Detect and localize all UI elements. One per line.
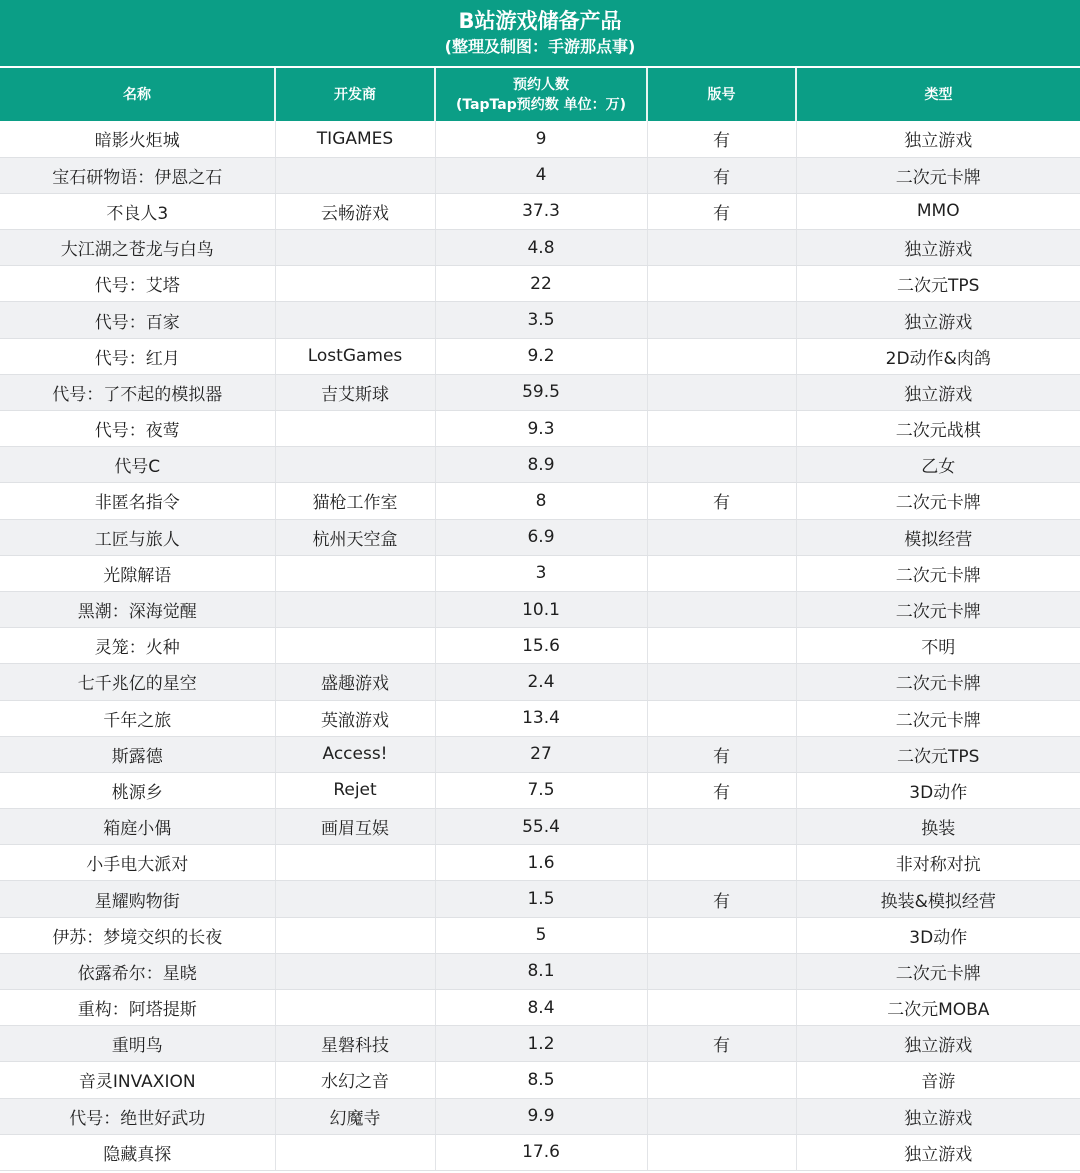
cell-name: 代号：艾塔	[0, 266, 275, 302]
cell-reservations: 10.1	[435, 591, 647, 627]
table-row	[0, 121, 1080, 157]
cell-genre: 二次元卡牌	[796, 157, 1080, 193]
cell-reservations: 22	[435, 266, 647, 302]
cell-reservations: 4.8	[435, 230, 647, 266]
table-row	[0, 845, 1080, 881]
cell-reservations: 8.9	[435, 447, 647, 483]
cell-developer: 猫枪工作室	[275, 483, 435, 519]
cell-developer	[275, 628, 435, 664]
table-row	[0, 664, 1080, 700]
cell-reservations: 8.1	[435, 953, 647, 989]
column-header-reservations-sublabel: (TapTap预约数 单位：万)	[455, 96, 627, 113]
cell-developer: 杭州天空盒	[275, 519, 435, 555]
cell-genre: 换装&模拟经营	[796, 881, 1080, 917]
cell-reservations: 9	[435, 121, 647, 157]
table-row	[0, 809, 1080, 845]
column-header-developer: 开发商	[275, 68, 435, 121]
table-row	[0, 266, 1080, 302]
cell-license	[647, 555, 796, 591]
cell-genre: 二次元TPS	[796, 266, 1080, 302]
cell-name: 重明鸟	[0, 1026, 275, 1062]
cell-name: 伊苏：梦境交织的长夜	[0, 917, 275, 953]
games-table	[0, 68, 1080, 1171]
cell-license	[647, 1098, 796, 1134]
cell-genre: 二次元卡牌	[796, 700, 1080, 736]
cell-genre: 乙女	[796, 447, 1080, 483]
cell-name: 重构：阿塔提斯	[0, 990, 275, 1026]
cell-license: 有	[647, 772, 796, 808]
page-subtitle: (整理及制图：手游那点事)	[444, 37, 636, 56]
cell-name: 光隙解语	[0, 555, 275, 591]
cell-genre: 二次元TPS	[796, 736, 1080, 772]
cell-developer	[275, 953, 435, 989]
cell-name: 灵笼：火种	[0, 628, 275, 664]
cell-developer: 盛趣游戏	[275, 664, 435, 700]
cell-reservations: 13.4	[435, 700, 647, 736]
cell-developer	[275, 881, 435, 917]
cell-genre: 非对称对抗	[796, 845, 1080, 881]
cell-name: 宝石研物语：伊恩之石	[0, 157, 275, 193]
cell-genre: 音游	[796, 1062, 1080, 1098]
column-header-genre: 类型	[796, 68, 1080, 121]
table-row	[0, 555, 1080, 591]
cell-developer	[275, 1134, 435, 1170]
cell-reservations: 4	[435, 157, 647, 193]
table-row	[0, 447, 1080, 483]
table-row	[0, 483, 1080, 519]
cell-reservations: 8	[435, 483, 647, 519]
table-row	[0, 990, 1080, 1026]
table-row	[0, 302, 1080, 338]
column-header-name: 名称	[0, 68, 275, 121]
cell-reservations: 7.5	[435, 772, 647, 808]
cell-developer	[275, 555, 435, 591]
cell-genre: 二次元卡牌	[796, 953, 1080, 989]
cell-genre: 独立游戏	[796, 230, 1080, 266]
cell-developer	[275, 591, 435, 627]
page-title: B站游戏储备产品	[458, 9, 622, 33]
table-row	[0, 230, 1080, 266]
table-row	[0, 700, 1080, 736]
table-header-row	[0, 68, 1080, 121]
cell-reservations: 1.2	[435, 1026, 647, 1062]
table-banner	[0, 0, 1080, 68]
cell-name: 工匠与旅人	[0, 519, 275, 555]
table-row	[0, 1098, 1080, 1134]
cell-license	[647, 664, 796, 700]
cell-name: 代号：红月	[0, 338, 275, 374]
table-row	[0, 953, 1080, 989]
table-row	[0, 736, 1080, 772]
cell-reservations: 9.9	[435, 1098, 647, 1134]
table-row	[0, 1134, 1080, 1170]
cell-developer: 幻魔寺	[275, 1098, 435, 1134]
table-row	[0, 772, 1080, 808]
cell-genre: 二次元卡牌	[796, 664, 1080, 700]
cell-license: 有	[647, 736, 796, 772]
cell-developer	[275, 157, 435, 193]
cell-developer: 画眉互娱	[275, 809, 435, 845]
cell-reservations: 2.4	[435, 664, 647, 700]
cell-genre: 3D动作	[796, 772, 1080, 808]
table-row	[0, 881, 1080, 917]
cell-reservations: 1.6	[435, 845, 647, 881]
cell-genre: 二次元卡牌	[796, 483, 1080, 519]
cell-reservations: 55.4	[435, 809, 647, 845]
column-header-reservations-label: 预约人数	[513, 76, 569, 93]
cell-genre: 二次元MOBA	[796, 990, 1080, 1026]
cell-genre: 3D动作	[796, 917, 1080, 953]
cell-name: 代号：百家	[0, 302, 275, 338]
cell-license: 有	[647, 121, 796, 157]
cell-reservations: 3	[435, 555, 647, 591]
cell-name: 非匿名指令	[0, 483, 275, 519]
cell-genre: 不明	[796, 628, 1080, 664]
cell-developer: 星磐科技	[275, 1026, 435, 1062]
cell-reservations: 27	[435, 736, 647, 772]
cell-reservations: 59.5	[435, 374, 647, 410]
cell-license	[647, 411, 796, 447]
cell-name: 箱庭小偶	[0, 809, 275, 845]
table-row	[0, 157, 1080, 193]
table-row	[0, 519, 1080, 555]
cell-license	[647, 230, 796, 266]
cell-license	[647, 809, 796, 845]
cell-license	[647, 953, 796, 989]
cell-developer: 英澈游戏	[275, 700, 435, 736]
table-row	[0, 591, 1080, 627]
cell-genre: 独立游戏	[796, 302, 1080, 338]
cell-name: 音灵INVAXION	[0, 1062, 275, 1098]
cell-developer	[275, 411, 435, 447]
cell-developer	[275, 447, 435, 483]
cell-name: 代号：了不起的模拟器	[0, 374, 275, 410]
cell-reservations: 9.2	[435, 338, 647, 374]
table-row	[0, 628, 1080, 664]
cell-license	[647, 700, 796, 736]
cell-name: 代号：夜莺	[0, 411, 275, 447]
cell-developer: LostGames	[275, 338, 435, 374]
cell-developer: 吉艾斯球	[275, 374, 435, 410]
cell-developer: 水幻之音	[275, 1062, 435, 1098]
table-row	[0, 193, 1080, 229]
cell-reservations: 8.4	[435, 990, 647, 1026]
cell-license: 有	[647, 157, 796, 193]
cell-developer	[275, 917, 435, 953]
cell-genre: 独立游戏	[796, 121, 1080, 157]
cell-genre: 独立游戏	[796, 1098, 1080, 1134]
cell-genre: MMO	[796, 193, 1080, 229]
cell-developer: TIGAMES	[275, 121, 435, 157]
cell-name: 代号：绝世好武功	[0, 1098, 275, 1134]
cell-license	[647, 628, 796, 664]
cell-license: 有	[647, 881, 796, 917]
cell-genre: 独立游戏	[796, 1134, 1080, 1170]
cell-reservations: 6.9	[435, 519, 647, 555]
table-row	[0, 411, 1080, 447]
cell-name: 小手电大派对	[0, 845, 275, 881]
cell-name: 大江湖之苍龙与白鸟	[0, 230, 275, 266]
cell-developer: Rejet	[275, 772, 435, 808]
cell-license	[647, 1062, 796, 1098]
cell-developer	[275, 990, 435, 1026]
cell-genre: 2D动作&肉鸽	[796, 338, 1080, 374]
cell-name: 隐藏真探	[0, 1134, 275, 1170]
table-row	[0, 374, 1080, 410]
cell-genre: 二次元卡牌	[796, 555, 1080, 591]
cell-license	[647, 519, 796, 555]
cell-reservations: 17.6	[435, 1134, 647, 1170]
cell-name: 暗影火炬城	[0, 121, 275, 157]
cell-reservations: 1.5	[435, 881, 647, 917]
cell-license	[647, 1134, 796, 1170]
table-row	[0, 338, 1080, 374]
cell-name: 星耀购物街	[0, 881, 275, 917]
cell-license	[647, 447, 796, 483]
table-body	[0, 121, 1080, 1170]
cell-license: 有	[647, 1026, 796, 1062]
cell-reservations: 37.3	[435, 193, 647, 229]
cell-name: 千年之旅	[0, 700, 275, 736]
cell-license	[647, 917, 796, 953]
cell-genre: 模拟经营	[796, 519, 1080, 555]
cell-license	[647, 302, 796, 338]
table-row	[0, 1062, 1080, 1098]
table-row	[0, 917, 1080, 953]
cell-license	[647, 990, 796, 1026]
cell-reservations: 8.5	[435, 1062, 647, 1098]
cell-license: 有	[647, 193, 796, 229]
cell-name: 黑潮：深海觉醒	[0, 591, 275, 627]
cell-developer	[275, 266, 435, 302]
cell-license	[647, 266, 796, 302]
cell-reservations: 3.5	[435, 302, 647, 338]
cell-developer: 云畅游戏	[275, 193, 435, 229]
cell-developer: Access!	[275, 736, 435, 772]
cell-reservations: 15.6	[435, 628, 647, 664]
cell-license: 有	[647, 483, 796, 519]
cell-name: 七千兆亿的星空	[0, 664, 275, 700]
cell-license	[647, 591, 796, 627]
cell-developer	[275, 230, 435, 266]
cell-developer	[275, 302, 435, 338]
cell-genre: 二次元战棋	[796, 411, 1080, 447]
column-header-license: 版号	[647, 68, 796, 121]
cell-name: 代号C	[0, 447, 275, 483]
cell-genre: 独立游戏	[796, 1026, 1080, 1062]
cell-name: 依露希尔：星晓	[0, 953, 275, 989]
cell-genre: 二次元卡牌	[796, 591, 1080, 627]
cell-name: 不良人3	[0, 193, 275, 229]
table-row	[0, 1026, 1080, 1062]
column-header-reservations	[435, 68, 647, 121]
cell-genre: 独立游戏	[796, 374, 1080, 410]
cell-license	[647, 845, 796, 881]
cell-reservations: 9.3	[435, 411, 647, 447]
cell-developer	[275, 845, 435, 881]
cell-license	[647, 338, 796, 374]
cell-license	[647, 374, 796, 410]
cell-genre: 换装	[796, 809, 1080, 845]
cell-reservations: 5	[435, 917, 647, 953]
cell-name: 斯露德	[0, 736, 275, 772]
cell-name: 桃源乡	[0, 772, 275, 808]
